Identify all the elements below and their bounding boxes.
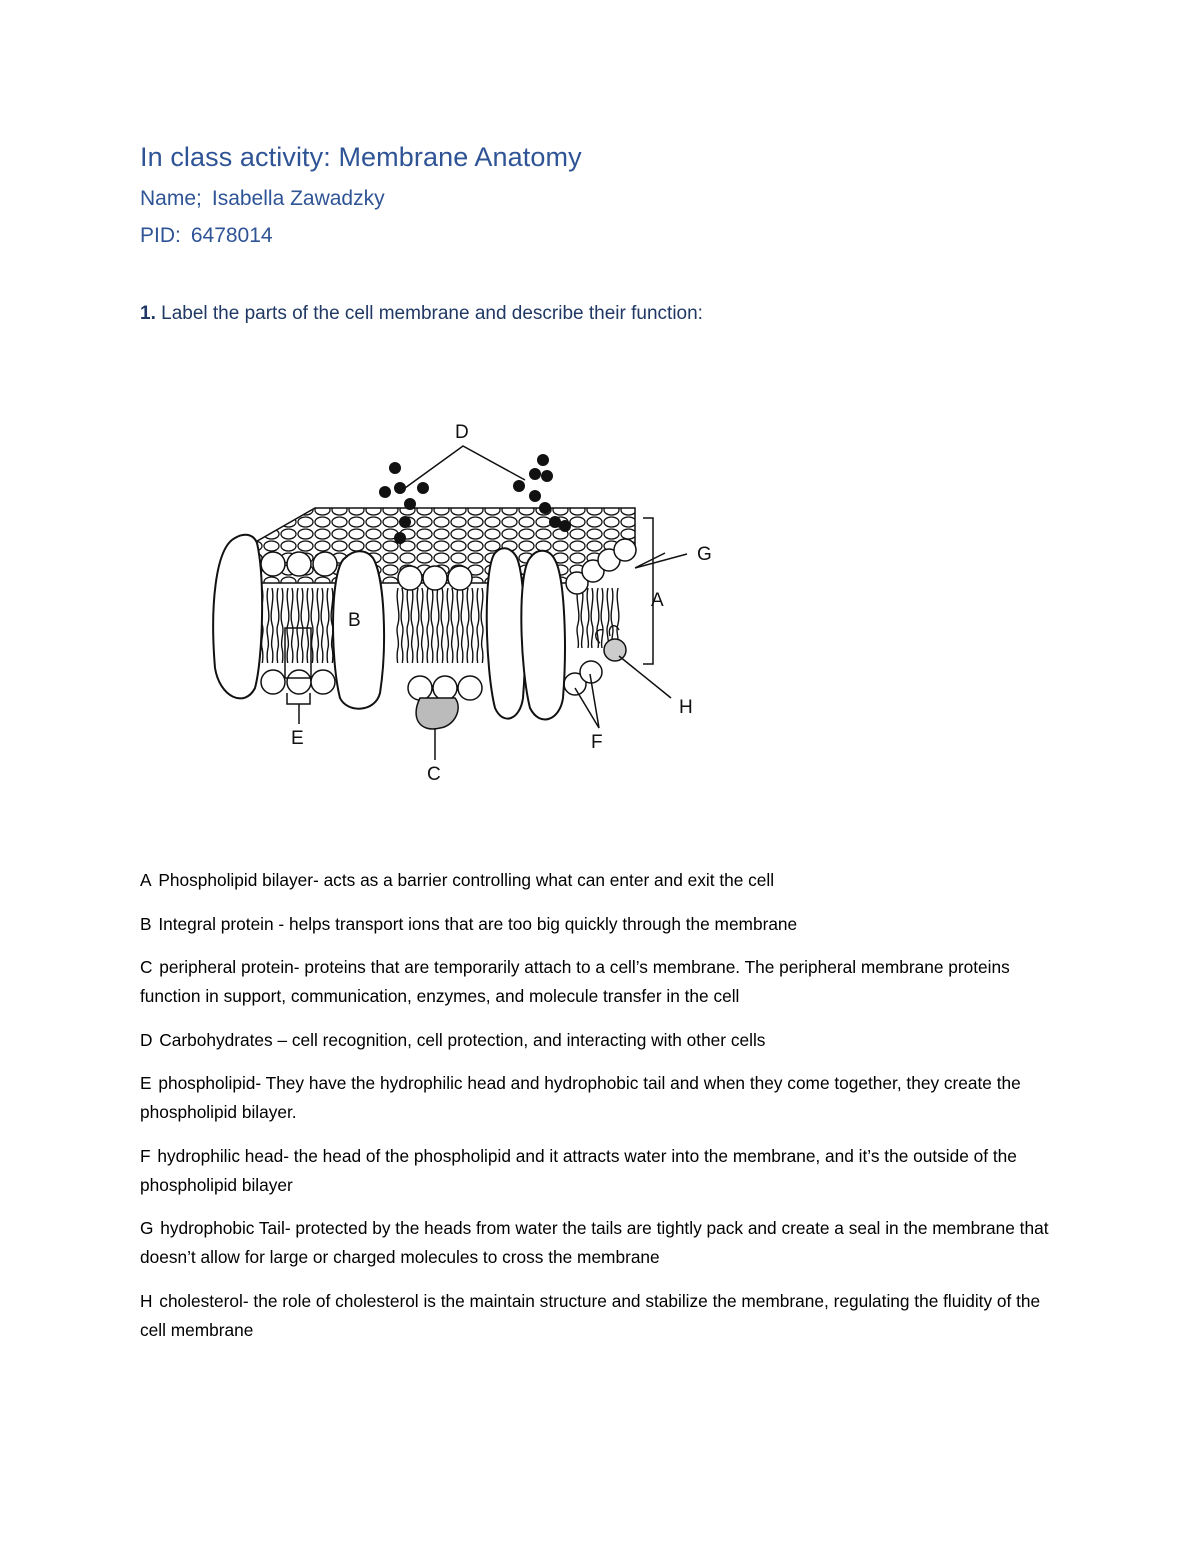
peripheral-protein [416,698,458,729]
diagram-label-c: C [427,764,441,785]
question-1 [140,303,703,325]
name-line [140,187,385,211]
answer-a: A Phospholipid bilayer- acts as a barrier controlling what can enter and exit the cell [140,870,775,890]
diagram-label-f: F [591,732,603,753]
diagram-label-h: H [679,697,693,718]
question-text: Label the parts of the cell membrane and describe their function: [161,303,703,324]
answer-e: E phospholipid- They have the hydrophilic head and hydrophobic tail and when they come together, they create the phospholipid bilayer. [140,1073,1021,1122]
diagram-label-e: E [291,728,304,749]
answer-f: F hydrophilic head- the head of the phospholipid and it attracts water into the membrane, and it’s the outside of the phospholipid bilayer [140,1145,1017,1195]
diagram-label-a: A [651,590,664,611]
question-number: 1. [140,303,156,324]
pid-label: PID: [140,224,181,247]
answer-g: G hydrophobic Tail- protected by the heads from water the tails are tightly pack and create a seal in the membrane that doesn’t allow for large or charged molecules to cross the membrane [140,1218,1049,1267]
name-value: Isabella Zawadzky [211,187,385,210]
name-label: Name; [140,187,202,210]
answer-c: C peripheral protein- proteins that are temporarily attach to a cell’s membrane. The peripheral membrane proteins function in support, communication, enzymes, and molecule transfer in the cell [140,957,1010,1006]
diagram-label-g: G [697,544,712,565]
diagram-label-b: B [348,610,361,631]
pid-value: 6478014 [190,224,273,247]
answer-h: H cholesterol- the role of cholesterol is the maintain structure and stabilize the membrane, regulating the fluidity of the cell membrane [140,1290,1041,1340]
membrane-diagram [195,408,735,793]
diagram-label-d: D [455,422,469,443]
pid-line [140,224,273,248]
page-title: In class activity: Membrane Anatomy [140,142,582,172]
answer-b: B Integral protein - helps transport ions that are too big quickly through the membrane [140,913,798,934]
answer-list [140,866,1070,1359]
answer-d: D Carbohydrates – cell recognition, cell protection, and interacting with other cells [140,1029,766,1050]
